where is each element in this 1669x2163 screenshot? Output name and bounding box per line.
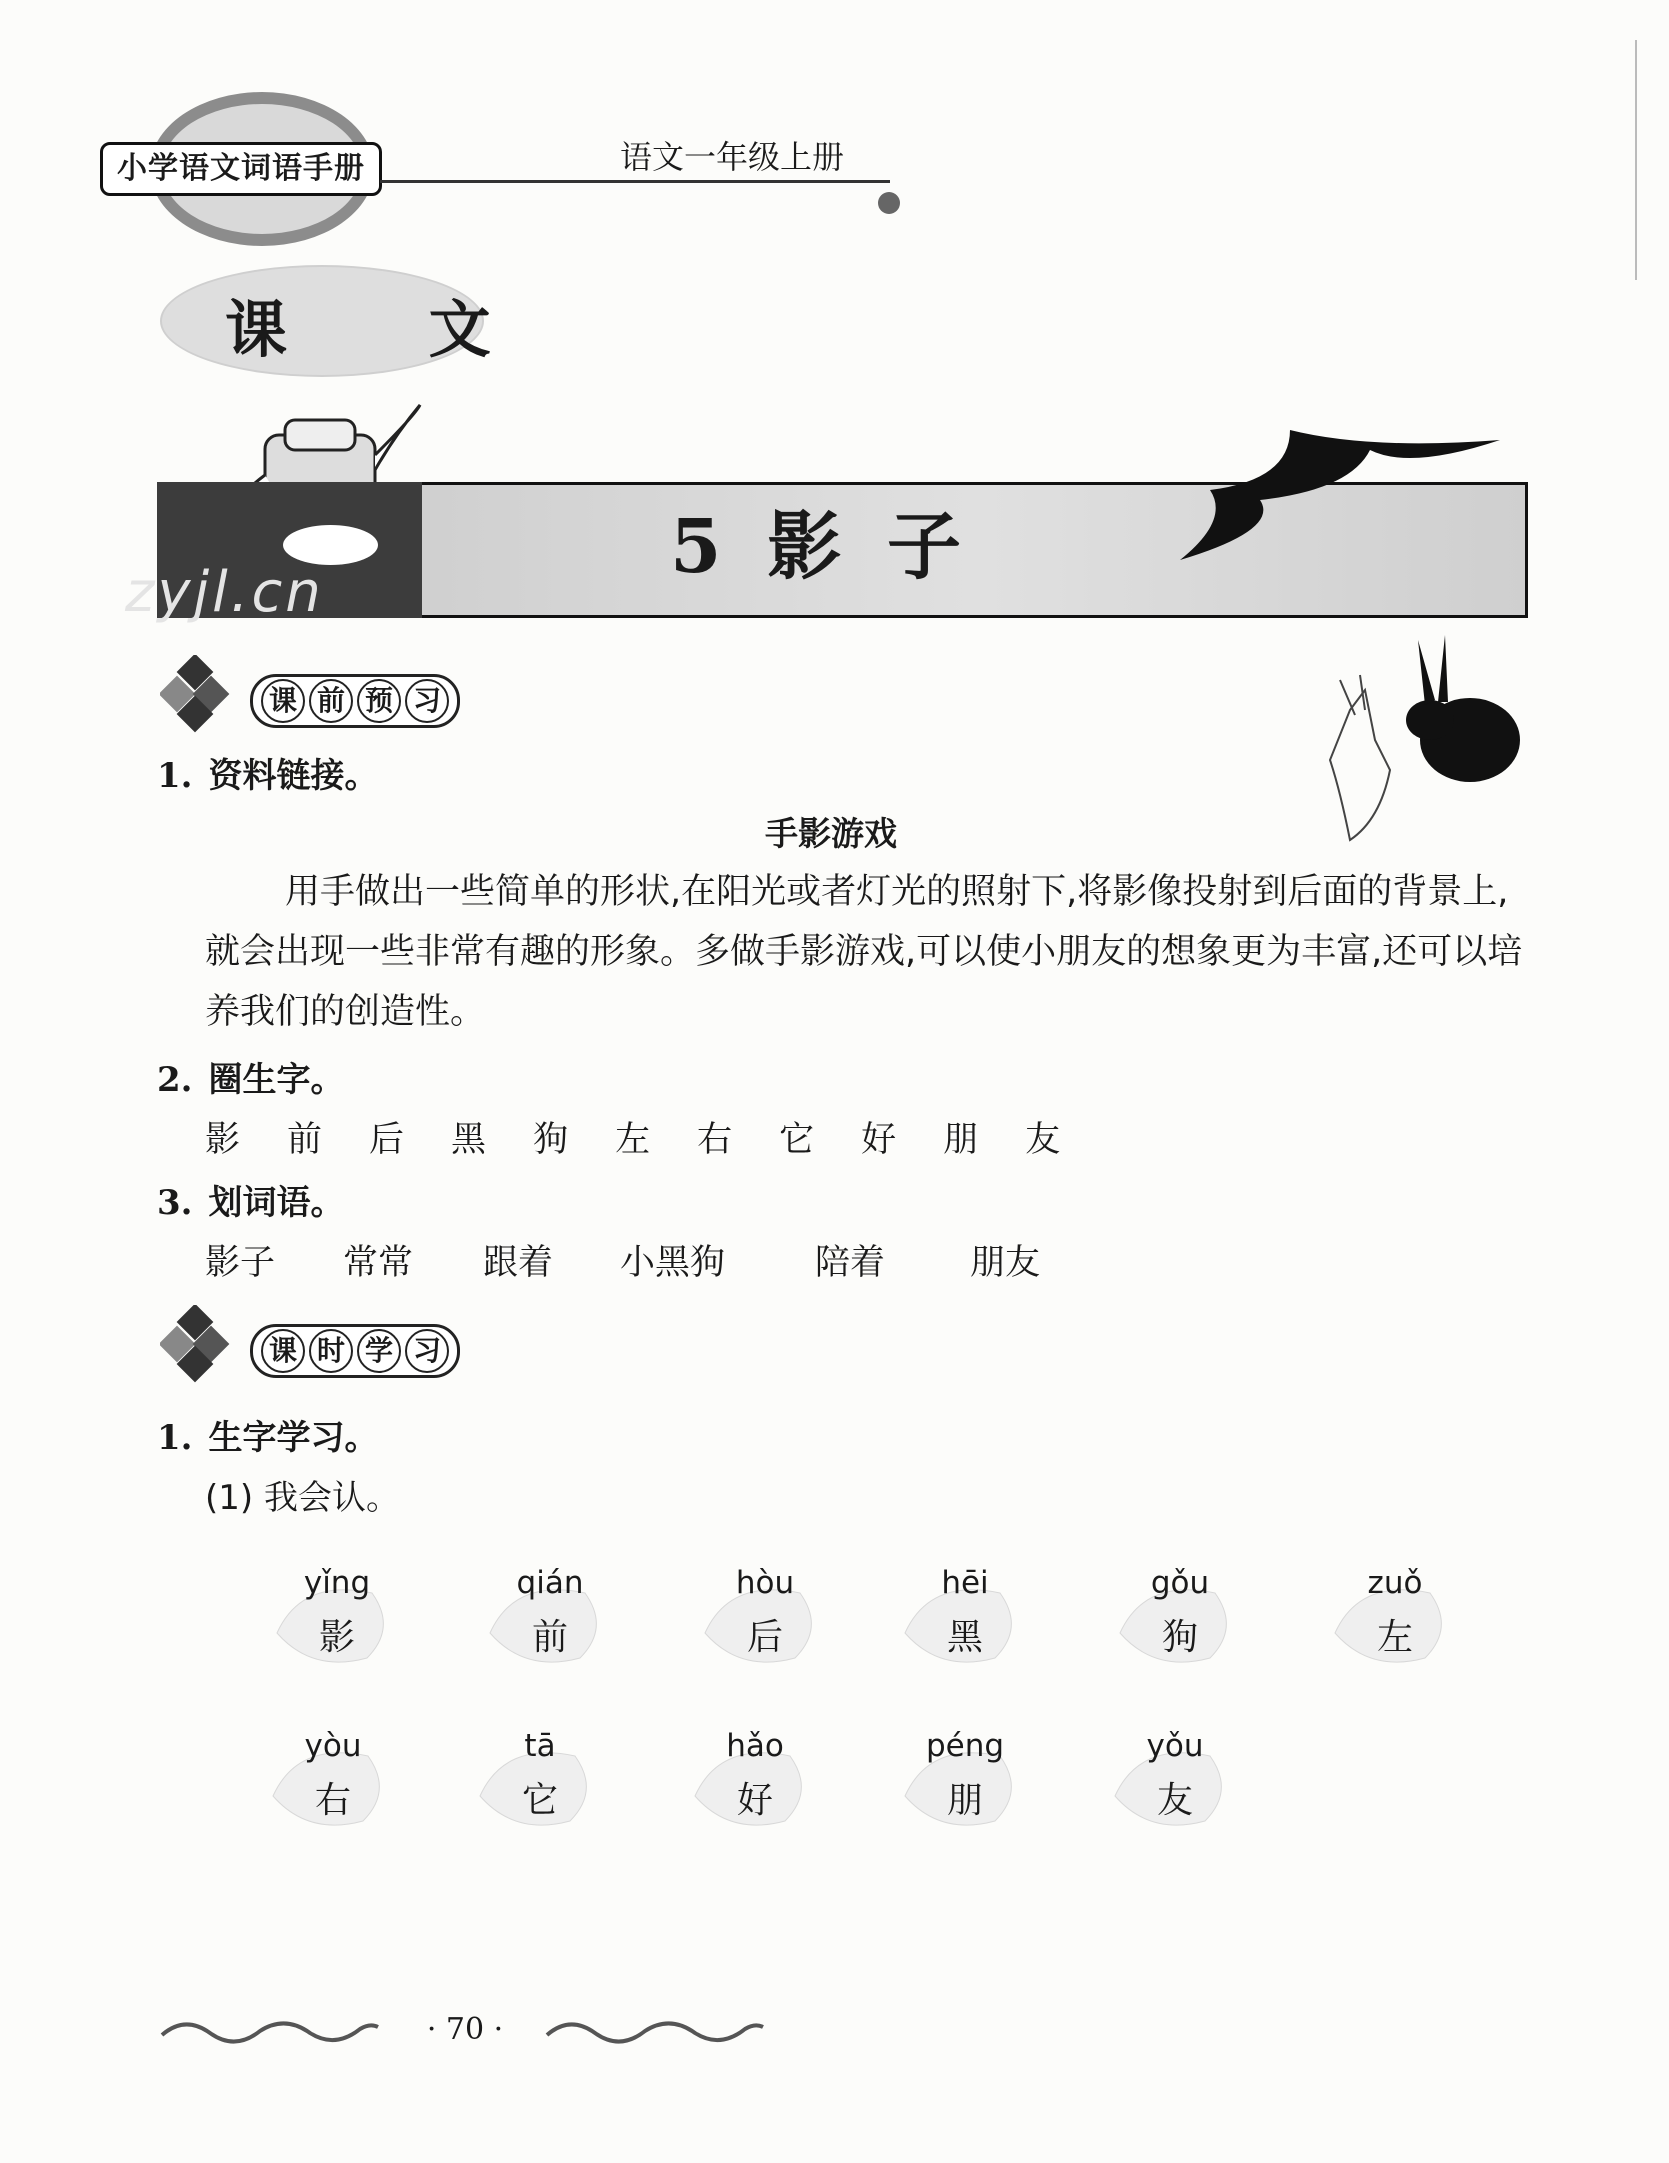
char-item: 左	[615, 1120, 651, 1160]
badge-char: 预	[357, 679, 401, 723]
badge-char: 前	[309, 679, 353, 723]
char-item: 黑	[451, 1120, 487, 1160]
char-item: 友	[1025, 1120, 1061, 1160]
study-subitem: (1) 我会认。	[205, 1478, 400, 1518]
section-heading: 课 文	[225, 293, 551, 366]
lesson-title: 5 影 子	[670, 504, 972, 590]
char-card	[268, 1728, 398, 1848]
badge-char: 习	[405, 1329, 449, 1373]
hanzi: 左	[1376, 1617, 1413, 1658]
char-card	[475, 1728, 605, 1848]
char-card	[1115, 1565, 1245, 1685]
hanzi: 它	[521, 1780, 558, 1821]
q-number: 1.	[157, 1418, 193, 1458]
char-card	[700, 1565, 830, 1685]
preview-q2	[157, 1052, 345, 1101]
q-text: 资料链接。	[208, 756, 379, 796]
header-rule	[380, 180, 890, 183]
watermark: zyjl.cn	[125, 560, 324, 625]
header-dot	[878, 192, 900, 214]
badge-char: 习	[405, 679, 449, 723]
diamond-icon	[160, 655, 240, 735]
char-item: 好	[861, 1120, 897, 1160]
char-item: 后	[369, 1120, 405, 1160]
word-item: 影子	[205, 1243, 276, 1283]
pinyin: qián	[516, 1565, 584, 1601]
hanzi: 黑	[946, 1617, 983, 1658]
char-card	[690, 1728, 820, 1848]
wave-ornament-right	[545, 2015, 765, 2045]
badge-char: 课	[261, 1329, 305, 1373]
q-text: 生字学习。	[208, 1418, 379, 1458]
rabbit-shadow-icon	[1320, 630, 1550, 850]
q-number: 1.	[157, 756, 193, 796]
char-card	[1110, 1728, 1240, 1848]
pinyin: yòu	[304, 1728, 362, 1764]
pinyin: yǒu	[1146, 1728, 1204, 1764]
char-card	[272, 1565, 402, 1685]
q-number: 2.	[157, 1060, 193, 1100]
word-list	[0, 1235, 1669, 1285]
char-item: 它	[779, 1120, 815, 1160]
char-card	[485, 1565, 615, 1685]
hanzi: 友	[1156, 1780, 1193, 1821]
pinyin: péng	[925, 1728, 1005, 1764]
preview-badge	[250, 674, 460, 728]
article-paragraph: 用手做出一些简单的形状,在阳光或者灯光的照射下,将影像投射到后面的背景上,就会出现一些非常有趣的形象。多做手影游戏,可以使小朋友的想象更为丰富,还可以培养我们的创造性。	[205, 872, 1523, 1032]
word-item: 陪着	[815, 1243, 886, 1283]
char-item: 右	[697, 1120, 733, 1160]
char-item: 狗	[533, 1120, 569, 1160]
volume-label: 语文一年级上册	[620, 138, 845, 176]
page-edge-line	[1635, 40, 1637, 280]
hanzi: 右	[314, 1780, 351, 1821]
pinyin: tā	[524, 1728, 556, 1764]
pinyin: gǒu	[1150, 1565, 1210, 1601]
q-number: 3.	[157, 1183, 193, 1223]
hanzi: 后	[746, 1617, 783, 1658]
badge-char: 学	[357, 1329, 401, 1373]
word-item: 常常	[343, 1243, 414, 1283]
swoosh-decoration	[1170, 410, 1510, 570]
preview-q1	[157, 748, 379, 797]
hanzi: 前	[531, 1617, 568, 1658]
badge-char: 时	[309, 1329, 353, 1373]
hanzi: 好	[736, 1780, 773, 1821]
pinyin: zuǒ	[1367, 1565, 1423, 1601]
diamond-icon	[160, 1305, 240, 1385]
char-list	[205, 1112, 1107, 1162]
pinyin: hǎo	[726, 1728, 784, 1764]
word-item: 跟着	[483, 1243, 554, 1283]
study-badge	[250, 1324, 460, 1378]
page-number: · 70 ·	[426, 2012, 504, 2047]
char-card	[1330, 1565, 1460, 1685]
hanzi: 影	[318, 1617, 355, 1658]
pinyin: hòu	[735, 1565, 795, 1601]
q-text: 圈生字。	[208, 1060, 345, 1100]
book-title-badge: 小学语文词语手册	[100, 142, 382, 196]
hanzi: 狗	[1161, 1617, 1198, 1658]
study-q1	[157, 1410, 379, 1459]
article-title: 手影游戏	[765, 814, 897, 853]
char-card	[900, 1728, 1030, 1848]
badge-char: 课	[261, 679, 305, 723]
word-item: 朋友	[970, 1243, 1041, 1283]
preview-q3	[157, 1175, 345, 1224]
char-item: 前	[287, 1120, 323, 1160]
q-text: 划词语。	[208, 1183, 345, 1223]
hanzi: 朋	[946, 1780, 983, 1821]
pinyin: hēi	[941, 1565, 989, 1601]
char-item: 影	[205, 1120, 241, 1160]
pinyin: yǐng	[303, 1565, 371, 1601]
banner-shadow-oval	[283, 525, 378, 565]
char-card	[900, 1565, 1030, 1685]
word-item: 小黑狗	[620, 1243, 726, 1283]
char-item: 朋	[943, 1120, 979, 1160]
